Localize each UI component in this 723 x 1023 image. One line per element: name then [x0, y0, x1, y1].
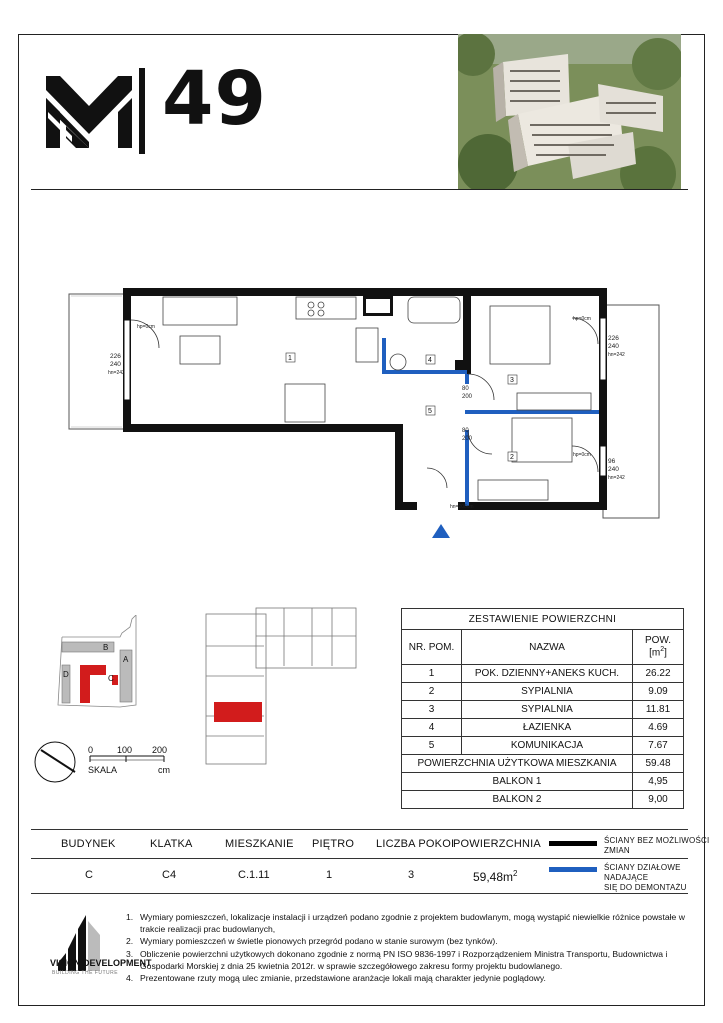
summary-title: ZESTAWIENIE POWIERZCHNI [402, 609, 684, 630]
room-label-3: 3 [510, 377, 514, 384]
svg-text:C: C [108, 674, 114, 683]
value-staircase: C4 [162, 869, 177, 881]
svg-text:100: 100 [117, 745, 133, 755]
room-label-4: 4 [428, 357, 432, 364]
col-name: NAZWA [462, 630, 633, 665]
svg-text:SKALA: SKALA [88, 765, 118, 775]
total-row: POWIERZCHNIA UŻYTKOWA MIESZKANIA 59.48 [402, 755, 684, 773]
value-building: C [85, 869, 93, 881]
svg-text:96: 96 [608, 458, 616, 465]
north-arrow [33, 740, 83, 790]
svg-text:200: 200 [152, 745, 168, 755]
company-tagline: BUILDING THE FUTURE [52, 970, 119, 976]
table-row: 5 KOMUNIKACJA 7.67 [402, 737, 684, 755]
svg-text:B: B [103, 643, 109, 652]
legend-blue-text: ŚCIANY DZIAŁOWE NADAJĄCE SIĘ DO DEMONTAŻU [604, 863, 687, 892]
svg-text:cm: cm [158, 765, 170, 775]
header-divider [31, 189, 688, 190]
legend-blue-swatch [549, 867, 597, 872]
building-render [458, 34, 681, 189]
svg-text:D: D [63, 670, 69, 679]
area-summary-table [401, 608, 684, 809]
note-item: 1. Wymiary pomieszczeń, lokalizacje instalacji i urządzeń podano zgodnie z projektem budowlanym, mogą wystąpić niewielkie różnice powstałe w trakcie realizacji prac budowlanych, [126, 912, 685, 935]
note-item: 3. Obliczenie powierzchni użytkowych dokonano zgodnie z normą PN ISO 9836-1997 i Rozporządzeniem Ministra Transportu, Budownictwa i Gospodarki Morskiej z dnia 25 kwietnia 2012r. w sprawie szczegółowego zakresu formy projektu budowlanego. [126, 948, 668, 971]
svg-text:200: 200 [462, 436, 473, 442]
svg-text:200: 200 [462, 394, 473, 400]
svg-text:hn=242: hn=242 [608, 352, 625, 358]
col-nr: NR. POM. [402, 630, 462, 665]
svg-text:240: 240 [110, 361, 121, 368]
entrance-marker [432, 524, 450, 538]
total-row: BALKON 1 4,95 [402, 773, 684, 791]
table-row: 2 SYPIALNIA 9.09 [402, 683, 684, 701]
info-top-line [31, 829, 688, 830]
svg-text:hp=0cm: hp=0cm [573, 316, 591, 322]
label-apartment: MIESZKANIE [225, 838, 294, 850]
svg-text:240: 240 [608, 466, 619, 473]
svg-text:240: 240 [608, 343, 619, 350]
value-rooms: 3 [408, 869, 415, 881]
value-floor: 1 [326, 869, 333, 881]
unit-number: 49 [162, 56, 267, 142]
svg-text:226: 226 [608, 335, 619, 342]
svg-text:hn=208cm: hn=208cm [450, 504, 474, 510]
info-mid-line [31, 858, 688, 859]
total-row: BALKON 2 9,00 [402, 791, 684, 809]
company-name: VISION DEVELOPMENT [50, 958, 152, 968]
table-row: 3 SYPIALNIA 11.81 [402, 701, 684, 719]
svg-text:A: A [123, 655, 129, 664]
key-plan [50, 615, 150, 710]
room-label-1: 1 [288, 355, 292, 362]
svg-text:hp=0cm: hp=0cm [573, 452, 591, 458]
scale-bar [88, 744, 178, 781]
value-area: $59,48m^2$ [473, 869, 518, 884]
label-area: POWIERZCHNIA [453, 838, 541, 850]
svg-text:80: 80 [462, 428, 469, 434]
value-apartment: C.1.11 [238, 869, 270, 881]
label-building: BUDYNEK [61, 838, 116, 850]
svg-text:hn=242: hn=242 [608, 475, 625, 481]
info-bottom-line [31, 893, 688, 894]
table-row: 4 ŁAZIENKA 4.69 [402, 719, 684, 737]
room-label-2: 2 [510, 454, 514, 461]
note-item: 2. Wymiary pomieszczeń w świetle pionowych przegród podano w stanie surowym (bez tynków). [126, 936, 498, 947]
legend-black-text: ŚCIANY BEZ MOŻLIWOŚCI ZMIAN [604, 836, 710, 855]
table-row: 1 POK. DZIENNY+ANEKS KUCH. 26.22 [402, 665, 684, 683]
label-staircase: KLATKA [150, 838, 193, 850]
svg-text:80: 80 [462, 386, 469, 392]
label-floor: PIĘTRO [312, 838, 355, 850]
svg-text:hp=0cm: hp=0cm [137, 324, 155, 330]
floor-plan [60, 280, 670, 540]
svg-text:226: 226 [110, 353, 121, 360]
building-floor-plan [204, 606, 364, 766]
svg-text:0: 0 [88, 745, 94, 755]
notes-list [126, 911, 688, 984]
room-label-5: 5 [428, 408, 432, 415]
header-separator [139, 68, 145, 154]
note-item: 4. Prezentowane rzuty mogą ulec zmianie, przedstawione aranżacje lokali mają charakter jedynie poglądowy. [126, 973, 546, 984]
m-logo [46, 76, 132, 148]
label-rooms: LICZBA POKOI [376, 838, 455, 850]
legend-black-swatch [549, 841, 597, 846]
svg-text:hn=242: hn=242 [108, 370, 125, 376]
col-area: POW. $[m^2]$ [633, 630, 684, 665]
